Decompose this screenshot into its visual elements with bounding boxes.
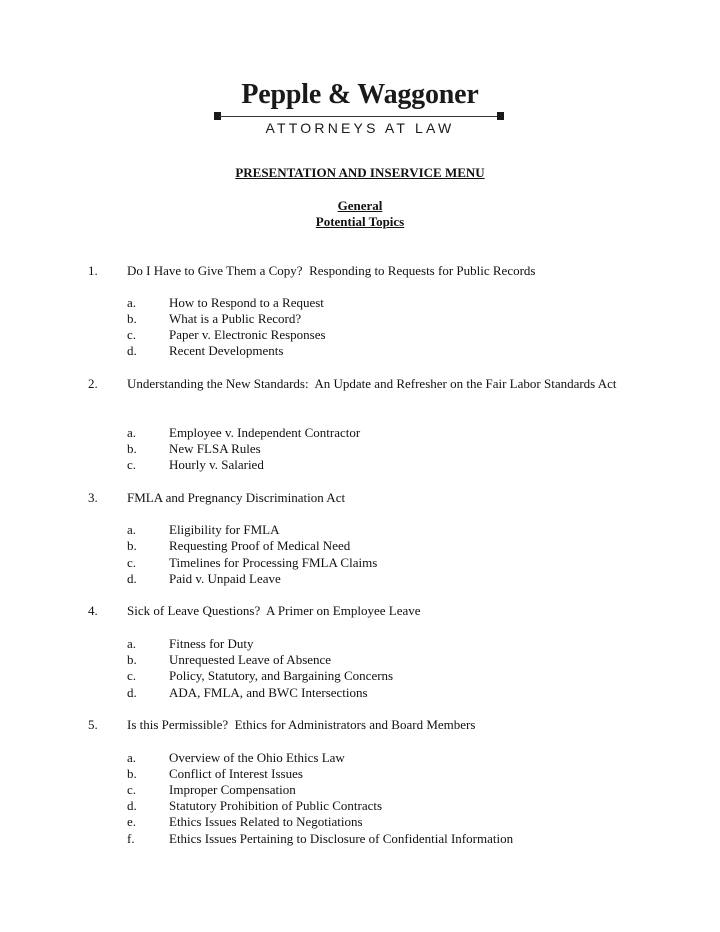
- topic-number: 1.: [88, 263, 98, 278]
- item-letter: a.: [127, 425, 137, 440]
- topic-number: 5.: [88, 717, 98, 732]
- item-letter: a.: [127, 636, 137, 651]
- list-item: Ethics Issues Pertaining to Disclosure of Confidential Information: [169, 831, 514, 846]
- list-item: Employee v. Independent Contractor: [169, 425, 361, 440]
- topic-number: 2.: [88, 376, 98, 391]
- letterhead: [0, 78, 720, 138]
- topic-title: Sick of Leave Questions? A Primer on Employee Leave: [127, 603, 421, 618]
- firm-name: Pepple & Waggoner: [241, 79, 479, 110]
- list-item: What is a Public Record?: [169, 311, 302, 326]
- list-item: Requesting Proof of Medical Need: [169, 538, 351, 553]
- section-heading: General: [337, 198, 383, 213]
- list-item: Policy, Statutory, and Bargaining Concerns: [169, 668, 394, 683]
- item-letter: d.: [127, 685, 137, 700]
- list-item: Improper Compensation: [169, 782, 296, 797]
- letterhead-rule: [219, 116, 501, 117]
- item-letter: a.: [127, 750, 137, 765]
- item-letter: c.: [127, 457, 137, 472]
- item-letter: d.: [127, 571, 137, 586]
- list-item: Paper v. Electronic Responses: [169, 327, 326, 342]
- item-letter: b.: [127, 441, 137, 456]
- item-letter: c.: [127, 782, 137, 797]
- list-item: Paid v. Unpaid Leave: [169, 571, 281, 586]
- list-item: New FLSA Rules: [169, 441, 261, 456]
- item-letter: c.: [127, 668, 137, 683]
- list-item: How to Respond to a Request: [169, 295, 324, 310]
- list-item: Timelines for Processing FMLA Claims: [169, 555, 378, 570]
- item-letter: a.: [127, 522, 137, 537]
- list-item: Fitness for Duty: [169, 636, 254, 651]
- item-letter: c.: [127, 327, 137, 342]
- list-item: ADA, FMLA, and BWC Intersections: [169, 685, 368, 700]
- item-letter: a.: [127, 295, 137, 310]
- topic-title: FMLA and Pregnancy Discrimination Act: [127, 490, 346, 505]
- list-item: Unrequested Leave of Absence: [169, 652, 332, 667]
- list-item: Hourly v. Salaried: [169, 457, 264, 472]
- topic-title: Do I Have to Give Them a Copy? Responding to Requests for Public Records: [127, 263, 536, 278]
- item-letter: e.: [127, 814, 137, 829]
- item-letter: b.: [127, 311, 137, 326]
- item-letter: b.: [127, 652, 137, 667]
- topic-number: 4.: [88, 603, 98, 618]
- item-letter: c.: [127, 555, 137, 570]
- document-title: PRESENTATION AND INSERVICE MENU: [235, 165, 485, 180]
- list-item: Eligibility for FMLA: [169, 522, 280, 537]
- topic-title: Is this Permissible? Ethics for Administrators and Board Members: [127, 717, 476, 732]
- item-letter: b.: [127, 766, 137, 781]
- list-item: Statutory Prohibition of Public Contracts: [169, 798, 383, 813]
- item-letter: f.: [127, 831, 135, 846]
- list-item: Conflict of Interest Issues: [169, 766, 303, 781]
- list-item: Overview of the Ohio Ethics Law: [169, 750, 345, 765]
- firm-tagline: ATTORNEYS AT LAW: [265, 120, 455, 136]
- list-item: Ethics Issues Related to Negotiations: [169, 814, 363, 829]
- topic-number: 3.: [88, 490, 98, 505]
- list-item: Recent Developments: [169, 343, 284, 358]
- item-letter: b.: [127, 538, 137, 553]
- topic-title: Understanding the New Standards: An Update and Refresher on the Fair Labor Standards Act: [127, 376, 617, 391]
- section-subheading: Potential Topics: [315, 214, 405, 229]
- item-letter: d.: [127, 798, 137, 813]
- item-letter: d.: [127, 343, 137, 358]
